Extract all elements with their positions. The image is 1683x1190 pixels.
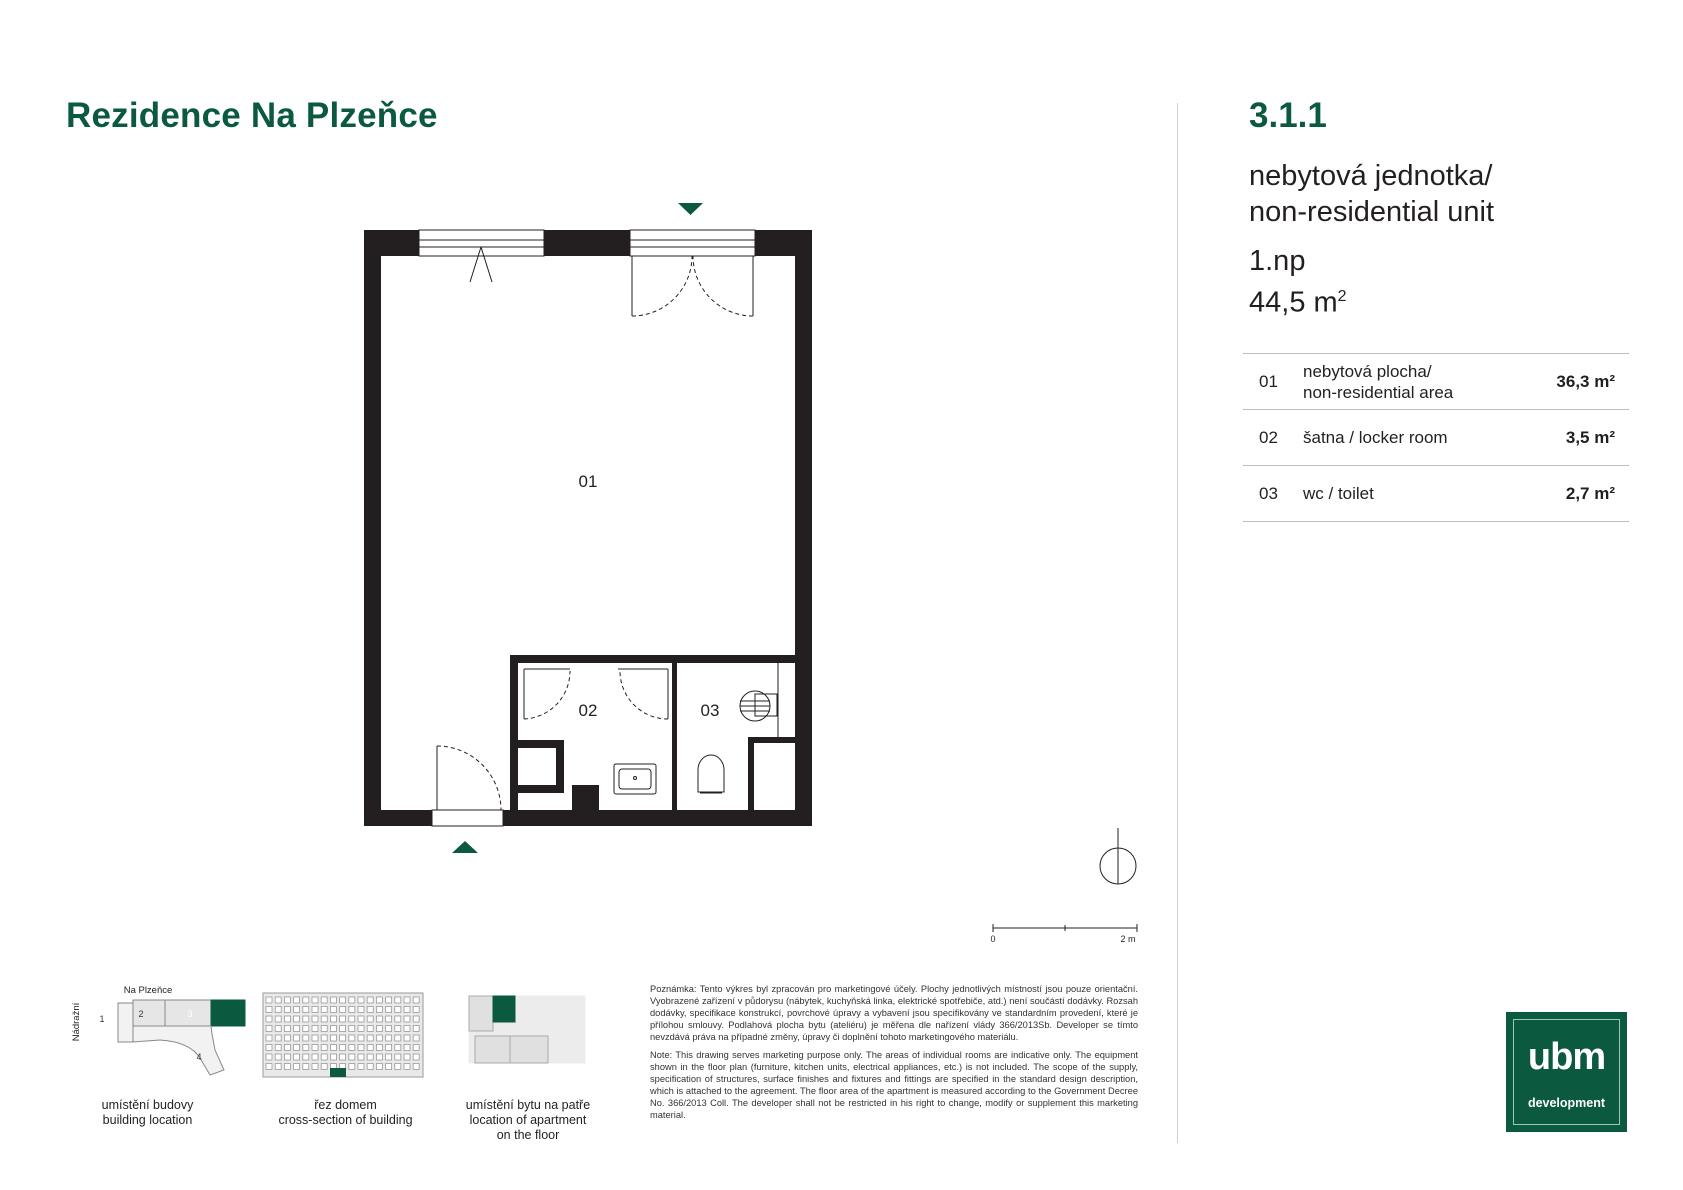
section-window — [376, 1035, 382, 1041]
section-window — [284, 1045, 290, 1051]
section-window — [358, 1026, 364, 1032]
shower-drain — [740, 691, 777, 721]
section-window — [386, 1007, 392, 1013]
entrance-door — [432, 746, 503, 826]
section-window — [284, 1016, 290, 1022]
section-window — [367, 997, 373, 1003]
floor-caption — [453, 1098, 603, 1143]
section-window — [284, 997, 290, 1003]
section-window — [312, 997, 318, 1003]
unit-area-sup: 2 — [1337, 288, 1347, 305]
section-window — [413, 1016, 419, 1022]
section-window — [266, 1054, 272, 1060]
section-window — [312, 1026, 318, 1032]
room-area: 3,5 m² — [1565, 427, 1615, 447]
section-window — [330, 1054, 336, 1060]
section-window — [340, 1045, 346, 1051]
location-block-4: 4 — [196, 1052, 202, 1062]
section-window — [376, 997, 382, 1003]
section-window — [312, 1016, 318, 1022]
section-window — [349, 1035, 355, 1041]
floor-location-thumbnail — [469, 996, 585, 1063]
scale-start: 0 — [990, 934, 996, 944]
section-window — [330, 1035, 336, 1041]
section-window — [395, 1007, 401, 1013]
logo-main-text: ubm — [1527, 1036, 1606, 1078]
section-window — [413, 1045, 419, 1051]
logo-sub-text: development — [1527, 1096, 1606, 1110]
section-window — [330, 1016, 336, 1022]
section-window — [284, 1054, 290, 1060]
section-window — [349, 997, 355, 1003]
section-window — [404, 1045, 410, 1051]
location-block-3: 3 — [187, 1009, 193, 1019]
section-window — [367, 1054, 373, 1060]
section-window — [294, 1007, 300, 1013]
section-window — [367, 1035, 373, 1041]
section-window — [358, 997, 364, 1003]
section-window — [386, 1064, 392, 1070]
section-window — [386, 1016, 392, 1022]
section-window — [395, 1054, 401, 1060]
section-window — [376, 1007, 382, 1013]
section-window — [312, 1064, 318, 1070]
section-window — [275, 1016, 281, 1022]
sink — [614, 764, 656, 794]
section-window — [404, 1035, 410, 1041]
section-window — [395, 997, 401, 1003]
room-name-line1: nebytová plocha/ — [1303, 361, 1432, 381]
unit-area-value: 44,5 m — [1249, 286, 1338, 319]
room-area: 36,3 m² — [1556, 371, 1615, 391]
section-window — [386, 997, 392, 1003]
section-window — [294, 1054, 300, 1060]
unit-floor: 1.np — [1249, 245, 1306, 277]
section-window — [294, 1016, 300, 1022]
location-caption-en: building location — [102, 1113, 193, 1127]
section-window — [312, 1035, 318, 1041]
north-arrow-icon — [1100, 828, 1136, 884]
section-window — [321, 1007, 327, 1013]
section-window — [303, 1035, 309, 1041]
section-window — [386, 1035, 392, 1041]
ubm-logo — [1506, 1012, 1627, 1132]
section-window — [395, 1016, 401, 1022]
location-block-2: 2 — [138, 1009, 144, 1019]
disclaimer-cz: Poznámka: Tento výkres byl zpracován pro marketingové účely. Plochy jednotlivých místností jsou pouze orientační. Vyobrazené zařízení v půdorysu (nábytek, kuchyňská linka, elektrické spotřebiče, atd.) není součástí dodávky. Rozsah dodávky, specifikace konstrukcí, povrchové úpravy a vybavení jsou specifikovány ve standardním provedení, které je přílohou smlouvy. Podlahová plocha bytu (ateliéru) je měřena dle nařízení vlády 366/2013Sb. Developer se tímto nevzdává práva na případné změny, úpravy či doplnění tohoto marketingového materiálu. — [650, 984, 1138, 1042]
section-window — [284, 1035, 290, 1041]
section-window — [349, 1007, 355, 1013]
unit-type-line1: nebytová jednotka/ — [1249, 160, 1493, 192]
section-window — [413, 1026, 419, 1032]
section-window — [312, 1007, 318, 1013]
section-window — [349, 1054, 355, 1060]
floor-caption-en2: on the floor — [496, 1128, 560, 1142]
section-window — [312, 1054, 318, 1060]
section-window — [340, 1035, 346, 1041]
section-window — [404, 1054, 410, 1060]
room-name-line2: non-residential area — [1303, 382, 1454, 402]
section-window — [266, 1035, 272, 1041]
section-window — [294, 1026, 300, 1032]
section-window — [340, 997, 346, 1003]
section-window — [284, 1026, 290, 1032]
section-window — [413, 997, 419, 1003]
section-caption-en: cross-section of building — [278, 1113, 413, 1127]
location-caption-cz: umístění budovy — [101, 1098, 194, 1112]
floor-caption-en: location of apartment — [469, 1113, 587, 1127]
section-window — [413, 1007, 419, 1013]
section-window — [358, 1016, 364, 1022]
section-window — [321, 1016, 327, 1022]
section-window — [275, 1054, 281, 1060]
outer-walls — [364, 230, 812, 826]
section-window — [395, 1026, 401, 1032]
section-window — [321, 997, 327, 1003]
section-window — [321, 1045, 327, 1051]
room-label-03: 03 — [700, 701, 720, 720]
section-window — [358, 1035, 364, 1041]
section-window — [386, 1026, 392, 1032]
section-window — [294, 1035, 300, 1041]
project-title: Rezidence Na Plzeňce — [66, 96, 438, 135]
floor-caption-cz: umístění bytu na patře — [465, 1098, 591, 1112]
section-window — [275, 1064, 281, 1070]
section-window — [294, 1045, 300, 1051]
location-street-side: Nádražní — [71, 1002, 82, 1042]
toilet — [698, 755, 724, 793]
section-window — [404, 997, 410, 1003]
section-window — [404, 1064, 410, 1070]
section-window — [266, 1045, 272, 1051]
interior-doors — [524, 663, 778, 737]
location-street-top: Na Plzeňce — [123, 985, 173, 996]
top-entrance-marker — [678, 203, 703, 215]
section-window — [358, 1064, 364, 1070]
section-window — [330, 1007, 336, 1013]
window-door-right — [630, 230, 755, 316]
section-window — [349, 1064, 355, 1070]
section-window — [321, 1054, 327, 1060]
section-window — [404, 1007, 410, 1013]
disclaimer — [650, 983, 1138, 1121]
section-window — [303, 1016, 309, 1022]
section-window — [330, 997, 336, 1003]
cross-section-thumbnail — [263, 993, 423, 1077]
section-window — [284, 1064, 290, 1070]
section-window — [303, 1054, 309, 1060]
section-window — [321, 1035, 327, 1041]
section-window — [349, 1045, 355, 1051]
section-window — [330, 1026, 336, 1032]
room-label-02: 02 — [578, 701, 598, 720]
section-window — [404, 1016, 410, 1022]
section-window — [266, 1007, 272, 1013]
section-window — [294, 997, 300, 1003]
section-window — [376, 1054, 382, 1060]
section-window — [367, 1064, 373, 1070]
scale-end: 2 m — [1120, 934, 1136, 944]
room-name: wc / toilet — [1303, 484, 1374, 503]
section-window — [395, 1035, 401, 1041]
section-window — [340, 1026, 346, 1032]
section-window — [303, 1045, 309, 1051]
section-window — [303, 1007, 309, 1013]
section-window — [340, 1054, 346, 1060]
section-window — [358, 1007, 364, 1013]
room-number: 02 — [1259, 427, 1278, 447]
section-window — [321, 1026, 327, 1032]
section-window — [358, 1045, 364, 1051]
section-window — [275, 997, 281, 1003]
section-window — [367, 1007, 373, 1013]
room-number: 01 — [1259, 371, 1278, 391]
interior-walls — [510, 655, 795, 810]
scale-bar — [993, 924, 1137, 932]
section-window — [294, 1064, 300, 1070]
section-window — [340, 1007, 346, 1013]
window-left — [419, 230, 544, 282]
unit-type-line2: non-residential unit — [1249, 196, 1495, 228]
section-window — [266, 1026, 272, 1032]
section-window — [266, 1016, 272, 1022]
section-window — [266, 997, 272, 1003]
section-window — [275, 1026, 281, 1032]
section-window — [349, 1016, 355, 1022]
room-label-01: 01 — [578, 472, 598, 491]
section-window — [376, 1045, 382, 1051]
section-window — [349, 1026, 355, 1032]
room-name: šatna / locker room — [1303, 428, 1448, 447]
section-caption-cz: řez domem — [314, 1098, 377, 1112]
section-window — [395, 1064, 401, 1070]
section-window — [312, 1045, 318, 1051]
section-window — [321, 1064, 327, 1070]
section-window — [376, 1064, 382, 1070]
section-window — [340, 1016, 346, 1022]
section-window — [367, 1026, 373, 1032]
section-window — [404, 1026, 410, 1032]
section-window — [303, 997, 309, 1003]
section-window — [330, 1045, 336, 1051]
section-window — [275, 1035, 281, 1041]
section-window — [358, 1054, 364, 1060]
section-window — [386, 1054, 392, 1060]
section-caption — [263, 1098, 428, 1128]
section-window — [386, 1045, 392, 1051]
bottom-entrance-marker — [452, 841, 478, 853]
location-block-1: 1 — [99, 1014, 105, 1024]
location-thumbnail — [118, 1000, 245, 1075]
section-window — [367, 1045, 373, 1051]
section-window — [275, 1007, 281, 1013]
section-window — [303, 1026, 309, 1032]
room-area: 2,7 m² — [1565, 483, 1615, 503]
section-window — [395, 1045, 401, 1051]
section-window — [376, 1026, 382, 1032]
room-number: 03 — [1259, 483, 1278, 503]
location-caption — [80, 1098, 215, 1128]
section-window — [413, 1064, 419, 1070]
section-window — [376, 1016, 382, 1022]
disclaimer-en: Note: This drawing serves marketing purpose only. The areas of individual rooms are indicative only. The equipment shown in the floor plan (furniture, kitchen units, electrical appliances, etc.) is not included. The scope of the supply, specification of structures, surface finishes and fixtures and fittings are specified in the standard design description, which is attached to the agreement. The floor area of the apartment is measured according to the Government Decree No. 366/2013 Coll. The developer shall not be restricted in his right to change, modify or supplement this marketing material. — [650, 1050, 1138, 1120]
section-window — [303, 1064, 309, 1070]
unit-code: 3.1.1 — [1249, 96, 1327, 135]
section-window — [266, 1064, 272, 1070]
section-window — [275, 1045, 281, 1051]
section-window — [413, 1054, 419, 1060]
section-window — [367, 1016, 373, 1022]
section-window — [413, 1035, 419, 1041]
section-window — [284, 1007, 290, 1013]
